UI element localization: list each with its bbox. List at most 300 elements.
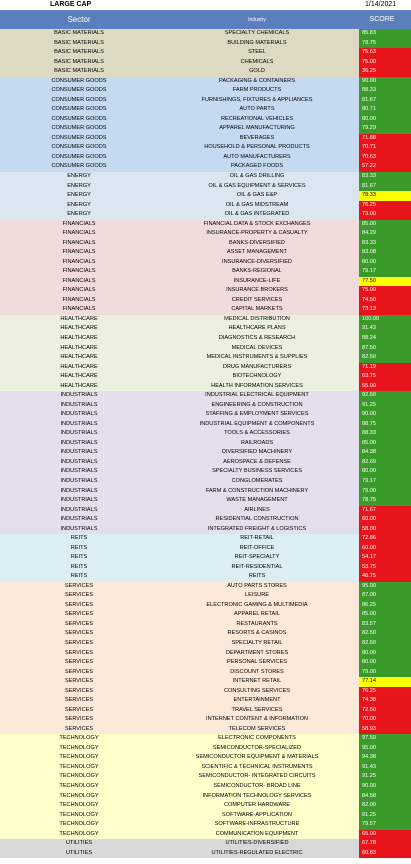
score-cell[interactable]: 73.13 xyxy=(359,305,411,315)
industry-cell[interactable]: TRAVEL SERVICES xyxy=(231,706,283,713)
sector-cell[interactable]: BASIC MATERIALS xyxy=(54,58,104,65)
score-cell[interactable]: 79.17 xyxy=(359,267,411,277)
sector-cell[interactable]: HEALTHCARE xyxy=(60,373,98,380)
sector-cell[interactable]: HEALTHCARE xyxy=(60,325,98,332)
table-row xyxy=(0,763,411,773)
sector-column-header[interactable]: Sector xyxy=(67,15,91,24)
sector-cell[interactable]: SERVICES xyxy=(64,659,94,666)
table-row xyxy=(0,220,411,230)
industry-cell[interactable]: INDUSTRIAL ELECTRICAL EQUIPMENT xyxy=(205,392,309,399)
sector-cell[interactable]: CONSUMER GOODS xyxy=(51,125,107,132)
sector-cell[interactable]: CONSUMER GOODS xyxy=(51,144,107,151)
score-cell[interactable]: 85.83 xyxy=(359,29,411,39)
score-cell[interactable]: 82.50 xyxy=(359,353,411,363)
sector-cell[interactable]: TECHNOLOGY xyxy=(59,782,99,789)
industry-cell[interactable]: OIL & GAS EQUIPMENT & SERVICES xyxy=(208,182,306,189)
score-cell[interactable]: 75.00 xyxy=(359,58,411,68)
industry-cell[interactable]: PERSONAL SERVICES xyxy=(227,659,287,666)
sector-cell[interactable]: BASIC MATERIALS xyxy=(54,49,104,56)
table-row xyxy=(0,668,411,678)
sector-cell[interactable]: HEALTHCARE xyxy=(60,335,98,341)
sector-cell[interactable]: FINANCIALS xyxy=(62,268,96,275)
sector-cell[interactable]: TECHNOLOGY xyxy=(59,735,99,742)
sector-cell[interactable]: INDUSTRIALS xyxy=(60,411,98,418)
score-cell[interactable]: 77.14 xyxy=(359,677,411,687)
industry-cell[interactable]: UTILITIES-REGULATED ELECTRIC xyxy=(211,849,303,856)
table-row xyxy=(0,706,411,716)
score-cell[interactable]: 80.00 xyxy=(359,258,411,268)
score-cell[interactable]: 100.00 xyxy=(359,315,411,325)
sector-cell[interactable]: UTILITIES xyxy=(65,840,93,847)
score-cell[interactable]: 80.00 xyxy=(359,115,411,125)
score-cell[interactable]: 79.57 xyxy=(359,820,411,830)
industry-cell[interactable]: BIOTECHNOLOGY xyxy=(232,373,282,380)
score-column-header[interactable]: SCORE xyxy=(369,16,395,23)
industry-cell[interactable]: LEISURE xyxy=(245,592,269,599)
score-cell[interactable]: 83.57 xyxy=(359,620,411,630)
sector-cell[interactable]: TECHNOLOGY xyxy=(59,802,99,809)
table-row xyxy=(0,744,411,754)
industry-cell[interactable]: HEALTHCARE PLANS xyxy=(228,325,286,332)
sector-cell[interactable]: TECHNOLOGY xyxy=(59,792,99,799)
industry-cell[interactable]: INSURANCE-DIVERSIFIED xyxy=(222,258,292,265)
sector-cell[interactable]: TECHNOLOGY xyxy=(59,821,99,828)
industry-cell[interactable]: REITS xyxy=(248,573,266,580)
score-cell[interactable]: 85.00 xyxy=(359,610,411,620)
industry-cell[interactable]: HOUSEHOLD & PERSONAL PRODUCTS xyxy=(204,144,310,151)
score-cell[interactable]: 71.88 xyxy=(359,134,411,144)
score-cell[interactable]: 83.33 xyxy=(359,172,411,182)
table-row xyxy=(0,753,411,763)
score-cell[interactable]: 79.29 xyxy=(359,124,411,134)
industry-cell[interactable]: RESORTS & CASINOS xyxy=(227,630,287,637)
table-row xyxy=(0,77,411,87)
sector-cell[interactable]: REITS xyxy=(70,573,88,580)
score-cell[interactable]: 72.86 xyxy=(359,534,411,544)
industry-cell[interactable]: FARM & CONSTRUCTION MACHINERY xyxy=(205,487,309,494)
sector-cell[interactable]: HEALTHCARE xyxy=(60,344,98,351)
score-cell[interactable]: 97.50 xyxy=(359,734,411,744)
score-cell[interactable]: 78.75 xyxy=(359,496,411,506)
table-row xyxy=(0,363,411,373)
industry-cell[interactable]: MEDICAL INSTRUMENTS & SUPPLIES xyxy=(206,354,308,361)
sector-cell[interactable]: TECHNOLOGY xyxy=(59,773,99,780)
table-row xyxy=(0,182,411,192)
sector-cell[interactable]: SERVICES xyxy=(64,582,94,589)
industry-cell[interactable]: FINANCIAL DATA & STOCK EXCHANGES xyxy=(203,220,311,227)
score-cell[interactable]: 70.63 xyxy=(359,153,411,163)
sector-cell[interactable]: BASIC MATERIALS xyxy=(54,39,104,46)
sector-cell[interactable]: INDUSTRIALS xyxy=(60,392,98,399)
sector-cell[interactable]: FINANCIALS xyxy=(62,306,96,313)
industry-cell[interactable]: OIL & GAS E&P xyxy=(236,192,278,199)
industry-cell[interactable]: INSURANCE-PROPERTY & CASUALTY xyxy=(206,230,308,237)
table-row xyxy=(0,334,411,344)
sector-cell[interactable]: REITS xyxy=(70,554,88,561)
score-cell[interactable]: 94.38 xyxy=(359,753,411,763)
score-cell[interactable]: 60.00 xyxy=(359,515,411,525)
sector-cell[interactable]: FINANCIALS xyxy=(62,230,96,237)
sector-cell[interactable]: SERVICES xyxy=(64,640,94,646)
industry-cell[interactable]: INSURANCE BROKERS xyxy=(226,287,288,294)
sector-cell[interactable]: INDUSTRIALS xyxy=(60,439,98,446)
industry-cell[interactable]: APPAREL MANUFACTURING xyxy=(219,125,295,132)
sector-cell[interactable]: FINANCIALS xyxy=(62,239,96,246)
sector-cell[interactable]: INDUSTRIALS xyxy=(60,449,98,456)
sector-cell[interactable]: SERVICES xyxy=(64,592,94,599)
sector-cell[interactable]: TECHNOLOGY xyxy=(59,763,99,770)
table-row xyxy=(0,248,411,258)
sector-cell[interactable]: FINANCIALS xyxy=(62,277,96,284)
industry-cell[interactable]: INDUSTRIAL EQUIPMENT & COMPONENTS xyxy=(199,420,315,427)
sector-cell[interactable]: INDUSTRIALS xyxy=(60,487,98,494)
industry-cell[interactable]: TOOLS & ACCESSORIES xyxy=(224,430,290,437)
score-cell[interactable]: 87.50 xyxy=(359,344,411,354)
industry-cell[interactable]: REIT-RESIDENTIAL xyxy=(231,563,283,570)
table-row xyxy=(0,572,411,582)
score-cell[interactable]: 88.33 xyxy=(359,86,411,96)
score-cell[interactable]: 71.67 xyxy=(359,506,411,516)
table-row xyxy=(0,67,411,77)
sector-cell[interactable]: ENERGY xyxy=(67,211,91,218)
industry-cell[interactable]: ASSET MANAGEMENT xyxy=(227,249,287,256)
industry-cell[interactable]: CAPITAL MARKETS xyxy=(231,306,283,313)
industry-cell[interactable]: APPAREL RETAIL xyxy=(234,611,280,618)
score-cell[interactable]: 88.33 xyxy=(359,429,411,439)
table-row xyxy=(0,582,411,592)
score-cell[interactable]: 83.08 xyxy=(359,248,411,258)
score-cell[interactable]: 82.50 xyxy=(359,639,411,649)
industry-cell[interactable]: PACKAGING & CONTAINERS xyxy=(219,77,295,84)
table-row xyxy=(0,401,411,411)
sector-cell[interactable]: FINANCIALS xyxy=(62,249,96,256)
table-row xyxy=(0,620,411,630)
industry-cell[interactable]: ELECTRONIC COMPONENTS xyxy=(218,735,296,742)
industry-cell[interactable]: RAILROADS xyxy=(240,439,274,446)
score-cell[interactable]: 60.00 xyxy=(359,544,411,554)
score-cell[interactable]: 71.19 xyxy=(359,363,411,373)
score-cell[interactable]: 55.00 xyxy=(359,382,411,392)
industry-cell[interactable]: PACKAGED FOODS xyxy=(230,163,284,170)
score-cell[interactable]: 73.00 xyxy=(359,210,411,220)
industry-cell[interactable]: SEMICONDUCTOR- BROAD LINE xyxy=(213,782,301,789)
sector-cell[interactable]: SERVICES xyxy=(64,601,94,608)
industry-cell[interactable]: RESIDENTIAL CONSTRUCTION xyxy=(215,516,299,523)
table-row xyxy=(0,725,411,735)
industry-cell[interactable]: DIAGNOSTICS & RESEARCH xyxy=(218,335,296,341)
industry-cell[interactable]: DEPARTMENT STORES xyxy=(225,649,289,656)
score-cell[interactable]: 91.43 xyxy=(359,324,411,334)
sector-cell[interactable]: REITS xyxy=(70,563,88,570)
sector-cell[interactable]: INDUSTRIALS xyxy=(60,497,98,504)
industry-cell[interactable]: DIVERSIFIED MACHINERY xyxy=(221,449,293,456)
sector-cell[interactable]: HEALTHCARE xyxy=(60,354,98,361)
table-row xyxy=(0,124,411,134)
table-row xyxy=(0,677,411,687)
table-row xyxy=(0,496,411,506)
score-cell[interactable]: 58.93 xyxy=(359,725,411,735)
score-cell[interactable]: 82.00 xyxy=(359,801,411,811)
industry-cell[interactable]: OIL & GAS DRILLING xyxy=(229,172,285,179)
table-row xyxy=(0,639,411,649)
industry-cell[interactable]: FURNISHINGS, FIXTURES & APPLIANCES xyxy=(201,96,313,103)
table-row xyxy=(0,487,411,497)
industry-cell[interactable]: DRUG MANUFACTURERS xyxy=(222,363,292,370)
industry-cell[interactable]: SPECIALTY RETAIL xyxy=(231,640,283,646)
score-cell[interactable]: 76.25 xyxy=(359,687,411,697)
sector-cell[interactable]: CONSUMER GOODS xyxy=(51,115,107,122)
score-cell[interactable]: 79.00 xyxy=(359,487,411,497)
industry-cell[interactable]: SEMICONDUCTOR-SPECIALIZED xyxy=(212,744,302,751)
score-cell[interactable]: 84.58 xyxy=(359,792,411,802)
industry-cell[interactable]: ELECTRONIC GAMING & MULTIMEDIA xyxy=(206,601,308,608)
score-cell[interactable]: 60.83 xyxy=(359,849,411,859)
score-cell[interactable]: 65.00 xyxy=(359,830,411,840)
industry-cell[interactable]: WASTE MANAGEMENT xyxy=(226,497,288,504)
industry-cell[interactable]: INFORMATION TECHNOLOGY SERVICES xyxy=(202,792,312,799)
sector-cell[interactable]: CONSUMER GOODS xyxy=(51,134,107,141)
sector-cell[interactable]: BASIC MATERIALS xyxy=(54,30,104,36)
score-cell[interactable]: 72.50 xyxy=(359,706,411,716)
sector-cell[interactable]: BASIC MATERIALS xyxy=(54,68,104,75)
table-row xyxy=(0,315,411,325)
industry-cell[interactable]: INTERNET CONTENT & INFORMATION xyxy=(206,716,308,723)
industry-cell[interactable]: INTERNET RETAIL xyxy=(232,678,282,685)
sector-cell[interactable]: SERVICES xyxy=(64,649,94,656)
sector-cell[interactable]: ENERGY xyxy=(67,201,91,208)
industry-cell[interactable]: SPECIALTY CHEMICALS xyxy=(224,30,290,36)
sector-cell[interactable]: SERVICES xyxy=(64,687,94,694)
industry-cell[interactable]: AUTO PARTS STORES xyxy=(227,582,287,589)
score-cell[interactable]: 74.38 xyxy=(359,696,411,706)
score-cell[interactable]: 67.78 xyxy=(359,839,411,849)
industry-cell[interactable]: FARM PRODUCTS xyxy=(232,87,282,94)
sector-cell[interactable]: SERVICES xyxy=(64,668,94,675)
industry-cell[interactable]: COMPUTER HARDWARE xyxy=(224,802,290,809)
score-cell[interactable]: 79.00 xyxy=(359,668,411,678)
sector-cell[interactable]: ENERGY xyxy=(67,182,91,189)
score-cell[interactable]: 76.25 xyxy=(359,201,411,211)
sector-cell[interactable]: TECHNOLOGY xyxy=(59,811,99,818)
sector-cell[interactable]: INDUSTRIALS xyxy=(60,525,98,532)
score-cell[interactable]: 81.67 xyxy=(359,96,411,106)
score-cell[interactable]: 78.75 xyxy=(359,39,411,49)
score-cell[interactable]: 63.75 xyxy=(359,372,411,382)
score-cell[interactable]: 91.43 xyxy=(359,763,411,773)
score-cell[interactable]: 82.69 xyxy=(359,458,411,468)
table-row xyxy=(0,229,411,239)
table-row xyxy=(0,772,411,782)
industry-cell[interactable]: COMMUNICATION EQUIPMENT xyxy=(215,830,299,837)
score-cell[interactable]: 78.33 xyxy=(359,191,411,201)
industry-cell[interactable]: OIL & GAS INTEGRATED xyxy=(224,211,290,218)
sector-cell[interactable]: SERVICES xyxy=(64,697,94,704)
score-cell[interactable]: 84.38 xyxy=(359,448,411,458)
industry-cell[interactable]: REIT-OFFICE xyxy=(239,544,275,551)
sector-cell[interactable]: INDUSTRIALS xyxy=(60,468,98,475)
sector-cell[interactable]: SERVICES xyxy=(64,706,94,713)
industry-cell[interactable]: RECREATIONAL VEHICLES xyxy=(220,115,294,122)
table-row xyxy=(0,201,411,211)
score-cell[interactable]: 79.17 xyxy=(359,477,411,487)
score-cell[interactable]: 91.25 xyxy=(359,772,411,782)
score-cell[interactable]: 75.63 xyxy=(359,48,411,58)
sector-cell[interactable]: SERVICES xyxy=(64,725,94,732)
score-cell[interactable]: 81.25 xyxy=(359,811,411,821)
sector-cell[interactable]: HEALTHCARE xyxy=(60,315,98,322)
score-cell[interactable]: 53.75 xyxy=(359,563,411,573)
industry-cell[interactable]: INSURANCE-LIFE xyxy=(233,277,281,284)
sector-cell[interactable]: SERVICES xyxy=(64,630,94,637)
score-cell[interactable]: 70.71 xyxy=(359,143,411,153)
sector-cell[interactable]: FINANCIALS xyxy=(62,220,96,227)
sector-cell[interactable]: TECHNOLOGY xyxy=(59,754,99,761)
score-cell[interactable]: 91.25 xyxy=(359,401,411,411)
table-row xyxy=(0,258,411,268)
score-cell[interactable]: 74.50 xyxy=(359,296,411,306)
industry-cell[interactable]: CONSULTING SERVICES xyxy=(224,687,290,694)
industry-cell[interactable]: DISCOUNT STORES xyxy=(230,668,284,675)
score-cell[interactable]: 88.24 xyxy=(359,334,411,344)
sector-cell[interactable]: INDUSTRIALS xyxy=(60,516,98,523)
industry-cell[interactable]: SPECIALTY BUSINESS SERVICES xyxy=(212,468,302,475)
score-cell[interactable]: 83.33 xyxy=(359,239,411,249)
industry-cell[interactable]: HEALTH INFORMATION SERVICES xyxy=(211,382,303,389)
table-row xyxy=(0,105,411,115)
industry-cell[interactable]: AUTO PARTS xyxy=(239,106,275,113)
industry-cell[interactable]: REIT-SPECIALTY xyxy=(234,554,280,561)
industry-cell[interactable]: BUILDING MATERIALS xyxy=(227,39,287,46)
score-cell[interactable]: 80.00 xyxy=(359,649,411,659)
industry-cell[interactable]: GOLD xyxy=(249,68,265,75)
sector-cell[interactable]: ENERGY xyxy=(67,172,91,179)
industry-cell[interactable]: SCIENTIFIC & TECHNICAL INSTRUMENTS xyxy=(201,763,313,770)
score-cell[interactable]: 86.25 xyxy=(359,601,411,611)
score-cell[interactable]: 58.00 xyxy=(359,525,411,535)
score-cell[interactable]: 85.00 xyxy=(359,439,411,449)
industry-cell[interactable]: MEDICAL DISTRIBUTION xyxy=(224,315,290,322)
industry-cell[interactable]: BANKS-DIVERSIFIED xyxy=(229,239,285,246)
table-row xyxy=(0,86,411,96)
industry-cell[interactable]: OIL & GAS MIDSTREAM xyxy=(225,201,289,208)
industry-cell[interactable]: BANKS-REGIONAL xyxy=(232,268,282,275)
industry-cell[interactable]: AUTO MANUFACTURERS xyxy=(223,153,291,160)
sector-cell[interactable]: SERVICES xyxy=(64,716,94,723)
sector-cell[interactable]: CONSUMER GOODS xyxy=(51,106,107,113)
sector-cell[interactable]: INDUSTRIALS xyxy=(60,477,98,484)
industry-column-header[interactable]: Industry xyxy=(248,16,266,23)
score-cell[interactable]: 80.71 xyxy=(359,105,411,115)
industry-cell[interactable]: SOFTWARE-INFRASTRUCTURE xyxy=(214,821,300,828)
industry-cell[interactable]: CHEMICALS xyxy=(240,58,274,65)
sector-cell[interactable]: ENERGY xyxy=(67,192,91,199)
industry-cell[interactable]: AIRLINES xyxy=(244,506,270,513)
sector-cell[interactable]: INDUSTRIALS xyxy=(60,401,98,408)
industry-cell[interactable]: STEEL xyxy=(248,49,266,56)
score-cell[interactable]: 85.00 xyxy=(359,220,411,230)
sector-cell[interactable]: FINANCIALS xyxy=(62,258,96,265)
score-cell[interactable]: 90.00 xyxy=(359,782,411,792)
sector-cell[interactable]: CONSUMER GOODS xyxy=(51,96,107,103)
sector-cell[interactable]: CONSUMER GOODS xyxy=(51,163,107,170)
sector-cell[interactable]: HEALTHCARE xyxy=(60,363,98,370)
sector-cell[interactable]: CONSUMER GOODS xyxy=(51,77,107,84)
industry-cell[interactable]: CONGLOMERATES xyxy=(231,477,283,484)
industry-cell[interactable]: STAFFING & EMPLOYMENT SERVICES xyxy=(205,411,309,418)
sector-cell[interactable]: CONSUMER GOODS xyxy=(51,87,107,94)
table-row xyxy=(0,658,411,668)
industry-cell[interactable]: SEMICONDUCTOR EQUIPMENT & MATERIALS xyxy=(195,754,319,761)
score-cell[interactable]: 70.00 xyxy=(359,715,411,725)
score-cell[interactable]: 48.75 xyxy=(359,572,411,582)
score-cell[interactable]: 95.00 xyxy=(359,582,411,592)
industry-cell[interactable]: TELECOM SERVICES xyxy=(228,725,286,732)
sector-cell[interactable]: FINANCIALS xyxy=(62,296,96,303)
sector-cell[interactable]: INDUSTRIALS xyxy=(60,458,98,465)
industry-cell[interactable]: BEVERAGES xyxy=(239,134,275,141)
industry-cell[interactable]: ENTERTAINMENT xyxy=(233,697,281,704)
industry-cell[interactable]: MEDICAL DEVICES xyxy=(231,344,283,351)
sector-cell[interactable]: CONSUMER GOODS xyxy=(51,153,107,160)
industry-cell[interactable]: CREDIT SERVICES xyxy=(231,296,283,303)
table-row xyxy=(0,353,411,363)
score-cell[interactable]: 81.67 xyxy=(359,182,411,192)
table-row xyxy=(0,467,411,477)
industry-cell[interactable]: INTEGRATED FREIGHT & LOGISTICS xyxy=(207,525,307,532)
table-row xyxy=(0,191,411,201)
industry-cell[interactable]: SEMICONDUCTOR- INTEGRATED CIRCUITS xyxy=(198,773,316,780)
score-cell[interactable]: 36.25 xyxy=(359,67,411,77)
score-cell[interactable]: 77.50 xyxy=(359,277,411,287)
sector-cell[interactable]: INDUSTRIALS xyxy=(60,506,98,513)
industry-cell[interactable]: RESTAURANTS xyxy=(236,620,278,627)
industry-cell[interactable]: SOFTWARE-APPLICATION xyxy=(222,811,292,818)
score-cell[interactable]: 88.75 xyxy=(359,420,411,430)
sector-cell[interactable]: HEALTHCARE xyxy=(60,382,98,389)
score-cell[interactable]: 92.50 xyxy=(359,391,411,401)
score-cell[interactable]: 54.17 xyxy=(359,553,411,563)
sector-cell[interactable]: REITS xyxy=(70,535,88,542)
sector-cell[interactable]: INDUSTRIALS xyxy=(60,430,98,437)
industry-cell[interactable]: AEROSPACE & DEFENSE xyxy=(223,458,291,465)
score-cell[interactable]: 90.00 xyxy=(359,77,411,87)
score-cell[interactable]: 95.00 xyxy=(359,744,411,754)
sector-cell[interactable]: SERVICES xyxy=(64,620,94,627)
table-row xyxy=(0,515,411,525)
industry-cell[interactable]: UTILITIES-DIVERSIFIED xyxy=(225,840,289,847)
sector-cell[interactable]: SERVICES xyxy=(64,611,94,618)
sector-cell[interactable]: SERVICES xyxy=(64,678,94,685)
score-cell[interactable]: 82.50 xyxy=(359,629,411,639)
sector-cell[interactable]: INDUSTRIALS xyxy=(60,420,98,427)
table-row xyxy=(0,544,411,554)
industry-cell[interactable]: ENGINEERING & CONSTRUCTION xyxy=(211,401,303,408)
sector-cell[interactable]: FINANCIALS xyxy=(62,287,96,294)
sector-cell[interactable]: TECHNOLOGY xyxy=(59,830,99,837)
score-cell[interactable]: 90.00 xyxy=(359,410,411,420)
sector-cell[interactable]: REITS xyxy=(70,544,88,551)
score-cell[interactable]: 80.00 xyxy=(359,467,411,477)
score-cell[interactable]: 87.00 xyxy=(359,591,411,601)
score-cell[interactable]: 84.29 xyxy=(359,229,411,239)
sector-cell[interactable]: TECHNOLOGY xyxy=(59,744,99,751)
score-cell[interactable]: 75.00 xyxy=(359,286,411,296)
score-cell[interactable]: 57.22 xyxy=(359,162,411,172)
score-cell[interactable]: 80.00 xyxy=(359,658,411,668)
industry-cell[interactable]: REIT-RETAIL xyxy=(240,535,274,542)
table-row xyxy=(0,96,411,106)
sector-cell[interactable]: UTILITIES xyxy=(65,849,93,856)
